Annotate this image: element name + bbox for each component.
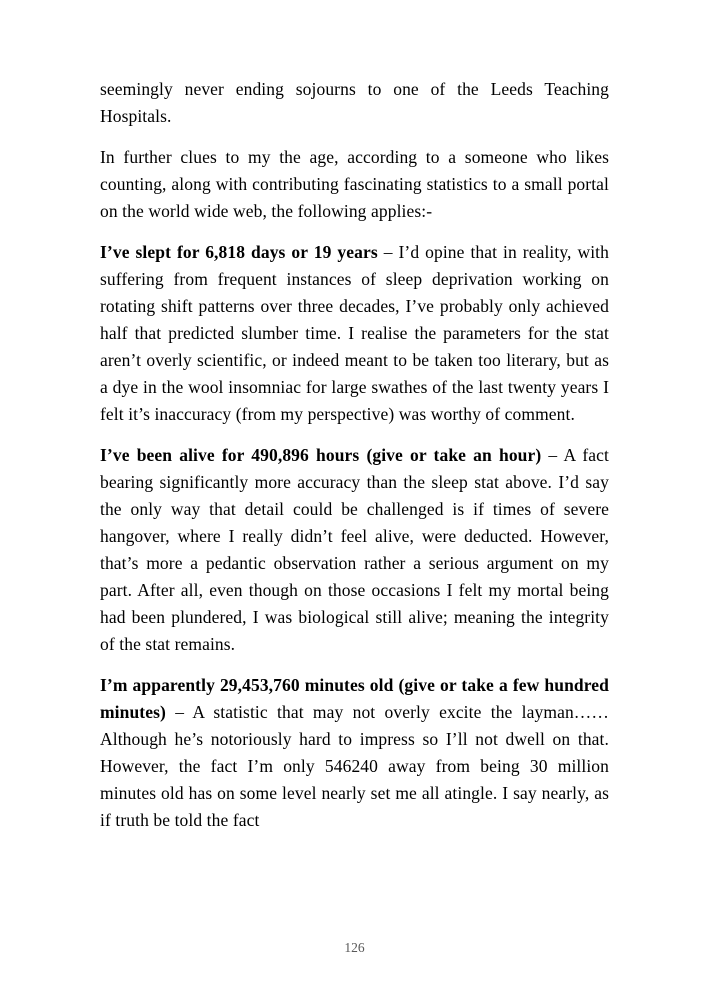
paragraph-4	[100, 442, 609, 658]
paragraph-4-text: – A fact bearing significantly more accuracy than the sleep stat above. I’d say the only way that detail could be challenged is if times of severe hangover, where I really didn’t feel alive, were deducted. However, that’s more a pedantic observation rather a serious argument on my part. After all, even though on those occasions I felt my mortal being had been plundered, I was biological still alive; meaning the integrity of the stat remains.	[100, 445, 609, 654]
paragraph-5-text: – A statistic that may not overly excite the layman…… Although he’s notoriously hard to impress so I’ll not dwell on that. However, the fact I’m only 546240 away from being 30 million minutes old has on some level nearly set me all atingle. I say nearly, as if truth be told the fact	[100, 702, 609, 830]
paragraph-2-text: In further clues to my the age, according to a someone who likes counting, along with contributing fascinating statistics to a small portal on the world wide web, the following applies:-	[100, 147, 609, 221]
paragraph-4-lead: I’ve been alive for 490,896 hours (give or take an hour)	[100, 445, 542, 465]
paragraph-5-lead: I’m apparently 29,453,760 minutes old (give or take a few hundred minutes)	[100, 675, 609, 722]
paragraph-1	[100, 76, 609, 130]
page-number: 126	[344, 940, 365, 955]
paragraph-3	[100, 239, 609, 428]
paragraph-1-text: seemingly never ending sojourns to one of the Leeds Teaching Hospitals.	[100, 79, 609, 126]
paragraph-5	[100, 672, 609, 834]
paragraph-2	[100, 144, 609, 225]
body-text	[100, 76, 609, 848]
paragraph-3-text: – I’d opine that in reality, with suffering from frequent instances of sleep deprivation working on rotating shift patterns over three decades, I’ve probably only achieved half that predicted slumber time. I realise the parameters for the stat aren’t overly scientific, or indeed meant to be taken too literary, but as a dye in the wool insomniac for large swathes of the last twenty years I felt it’s inaccuracy (from my perspective) was worthy of comment.	[100, 242, 609, 424]
paragraph-3-lead: I’ve slept for 6,818 days or 19 years	[100, 242, 378, 262]
